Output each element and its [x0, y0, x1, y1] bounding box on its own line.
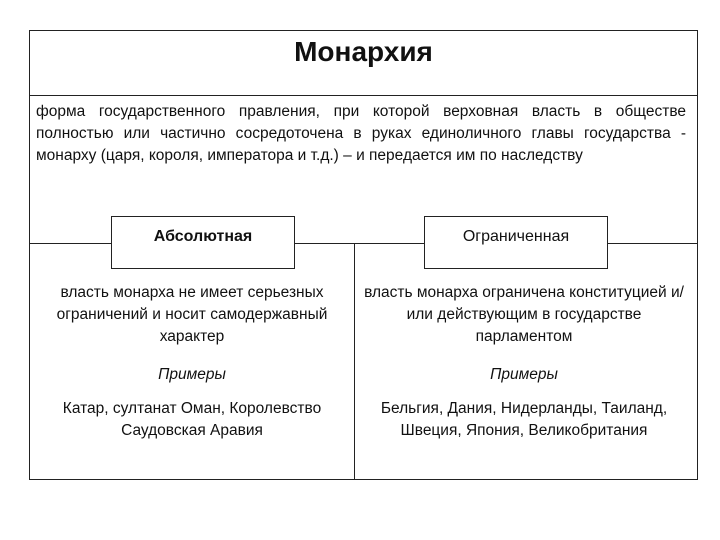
- absolute-description: власть монарха не имеет серьезных ограничений и носит самодержавный характер: [56, 284, 328, 345]
- diagram-title: Монархия: [294, 36, 433, 67]
- absolute-examples-label: Примеры: [158, 366, 226, 383]
- definition-text: форма государственного правления, при которой верховная власть в обществе полностью или частично сосредоточена в руках единоличного главы государства - монарху (царя, короля, императора и т.д.) – и передается им по наследству: [36, 103, 686, 164]
- limited-examples: Бельгия, Дания, Нидерланды, Таиланд, Швеция, Япония, Великобритания: [380, 400, 668, 439]
- limited-heading: Ограниченная: [462, 228, 570, 245]
- absolute-examples: Катар, султанат Оман, Королевство Саудовская Аравия: [62, 400, 322, 439]
- limited-examples-label: Примеры: [490, 366, 558, 383]
- limited-description: власть монарха ограничена конституцией и/или действующим в государстве парламентом: [364, 284, 684, 345]
- absolute-heading: Абсолютная: [153, 228, 253, 245]
- title-divider: [29, 95, 697, 96]
- absolute-monarchy-box: [111, 216, 295, 269]
- limited-monarchy-box: [424, 216, 608, 269]
- column-divider: [354, 243, 355, 479]
